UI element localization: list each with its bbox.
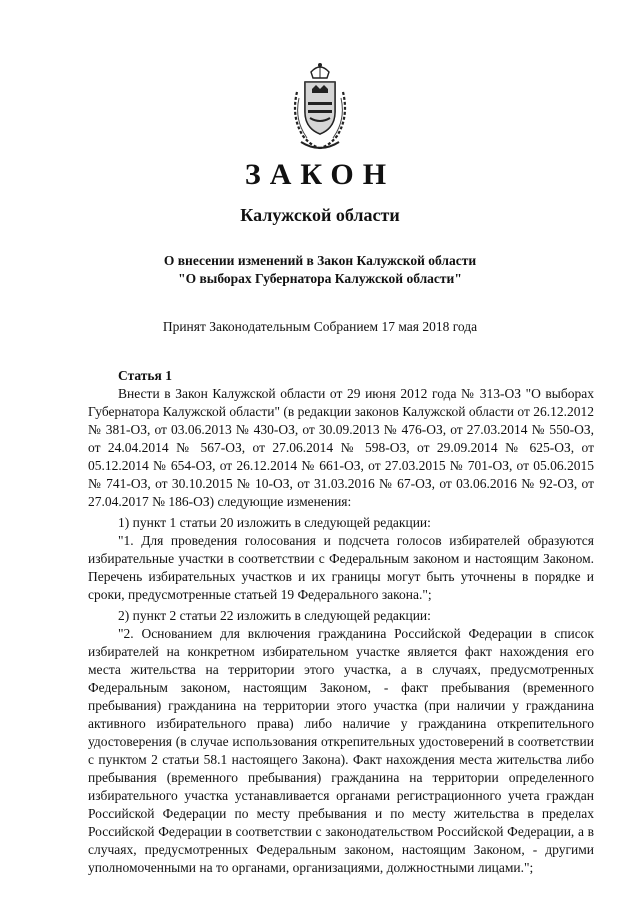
document-title: ЗАКОН (244, 158, 396, 191)
article-intro-paragraph: Внести в Закон Калужской области от 29 июня 2012 года № 313-ОЗ "О выборах Губернатора Калужской области" (в редакции законов Калужской области от 26.12.2012 № 381-ОЗ, от 03.06.2013 № 430-ОЗ, от 30.09.2013 № 476-ОЗ, от 27.03.2014 № 550-ОЗ, от 24.04.2014 № 567-ОЗ, от 27.06.2014 № 598-ОЗ, от 29.09.2014 № 625-ОЗ, от 05.12.2014 № 654-ОЗ, от 26.12.2014 № 661-ОЗ, от 27.03.2015 № 701-ОЗ, от 05.06.2015 № 741-ОЗ, от 30.10.2015 № 10-ОЗ, от 31.03.2016 № 67-ОЗ, от 03.06.2016 № 92-ОЗ, от 27.04.2017 № 186-ОЗ) следующие изменения: (88, 386, 594, 509)
law-body (88, 367, 594, 877)
item-1-text: "1. Для проведения голосования и подсчета голосов избирателей образуются избирательные участки в соответствии с Федеральным законом и настоящим Законом. Перечень избирательных участков и их границы могут быть уточнены в порядке и сроки, предусмотренные статьей 19 Федерального закона."; (88, 533, 594, 602)
law-subject-line-1: О внесении изменений в Закон Калужской области (163, 253, 477, 268)
item-1-heading: 1) пункт 1 статьи 20 изложить в следующей редакции: (118, 515, 431, 530)
law-subject (0, 252, 640, 288)
law-subject-line-2: "О выборах Губернатора Калужской области" (178, 271, 462, 286)
document-region: Калужской области (240, 205, 400, 225)
adoption-statement: Принят Законодательным Собранием 17 мая 2018 года (162, 319, 478, 334)
article-heading: Статья 1 (118, 368, 172, 383)
item-2-text: "2. Основанием для включения гражданина Российской Федерации в список избирателей на конкретном избирательном участке является факт нахождения его места жительства на территории этого участка, а в случаях, предусмотренных Федеральным законом, настоящим Законом, - факт пребывания (временного пребывания) гражданина на территории этого участка (при наличии у гражданина активного избирательного права) либо наличие у гражданина открепительного удостоверения (в случае использования открепительных удостоверений в соответствии с пунктом 2 статьи 58.1 настоящего Закона). Факт нахождения места жительства либо пребывания (временного пребывания) гражданина на территории определенного избирательного участка устанавливается органами регистрационного учета граждан Российской Федерации по месту пребывания и по месту жительства в пределах Российской Федерации в соответствии с законодательством Российской Федерации, а в случаях, предусмотренных Федеральным законом, настоящим Законом, - другими уполномоченными на то органами, организациями, должностными лицами."; (88, 626, 594, 875)
coat-of-arms-icon (287, 62, 353, 154)
item-2-heading: 2) пункт 2 статьи 22 изложить в следующей редакции: (118, 608, 431, 623)
